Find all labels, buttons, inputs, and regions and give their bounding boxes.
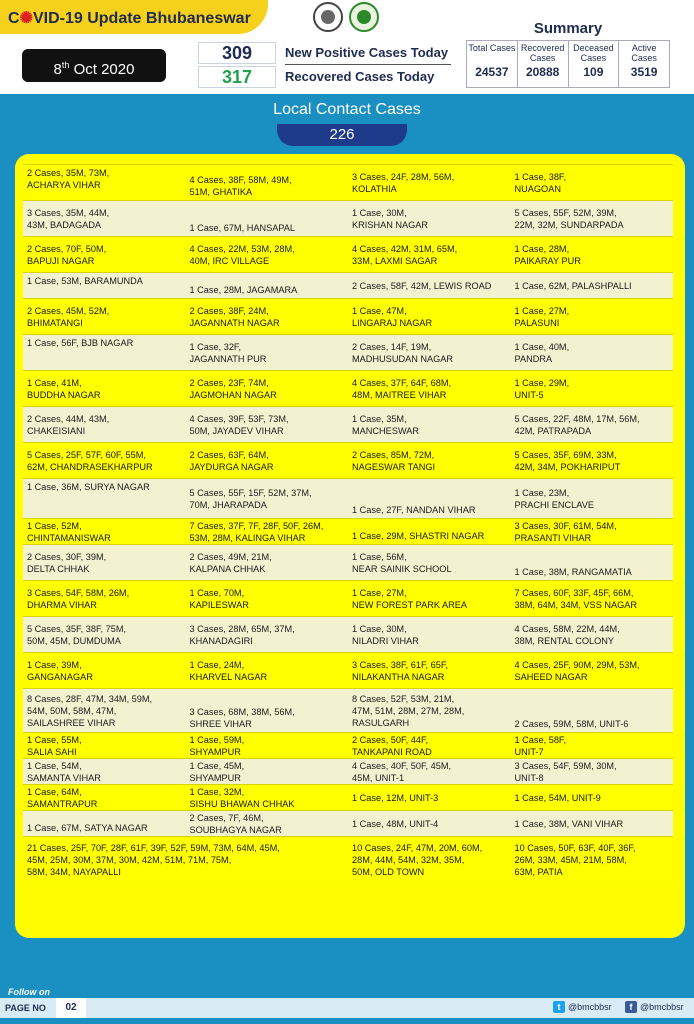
area-cell: 1 Case, 28M, JAGAMARA [189,285,298,295]
table-row [23,518,673,544]
area-cell: 5 Cases, 25F, 57F, 60F, 55M, 62M, CHANDRASEKHARPUR [27,449,153,472]
table-row [23,688,673,732]
area-cell: 3 Cases, 28M, 65M, 37M, KHANADAGIRI [189,623,295,646]
date-badge: 8th Oct 2020 [22,49,166,82]
divider [285,64,451,65]
area-cell: 5 Cases, 22F, 48M, 17M, 56M, 42M, PATRAPADA [514,413,640,436]
area-cell: 4 Cases, 58M, 22M, 44M, 38M, RENTAL COLONY [514,623,620,646]
table-row [23,200,673,236]
area-cell: 7 Cases, 37F, 7F, 28F, 50F, 26M, 53M, 28M, KALINGA VIHAR [189,520,324,543]
follow-on-label: Follow on [8,987,50,997]
table-row [23,164,673,200]
odisha-emblem-icon [313,2,343,32]
area-cell: 1 Case, 29M, UNIT-5 [514,377,570,400]
area-cell: 4 Cases, 22M, 53M, 28M, 40M, IRC VILLAGE [189,243,295,266]
area-cell: 1 Case, 67M, SATYA NAGAR [27,823,148,833]
recovered-count: 317 [198,66,276,88]
area-cell: 1 Case, 23M, PRACHI ENCLAVE [514,487,594,510]
area-cell: 2 Cases, 14F, 19M, MADHUSUDAN NAGAR [352,341,454,364]
area-cell: 1 Case, 48M, UNIT-4 [352,818,439,829]
area-cell: 1 Case, 38F, NUAGOAN [514,171,567,194]
table-row [23,236,673,272]
table-row [23,442,673,478]
area-cell: 1 Case, 54M, SAMANTA VIHAR [27,760,101,783]
area-cell: 2 Cases, 85M, 72M, NAGESWAR TANGI [352,449,436,472]
area-cell: 1 Case, 55M, SALIA SAHI [27,734,82,757]
area-cell: 5 Cases, 55F, 52M, 39M, 22M, 32M, SUNDARPADA [514,207,624,230]
area-cell: 1 Case, 12M, UNIT-3 [352,792,439,803]
area-cell: 1 Case, 52M, CHINTAMANISWAR [27,520,111,543]
virus-icon: ✺ [19,10,33,27]
cases-panel [15,154,685,938]
summary-title: Summary [533,20,603,37]
area-cell: 2 Cases, 44M, 43M, CHAKEISIANI [27,413,110,436]
area-cell: 2 Cases, 49M, 21M, KALPANA CHHAK [189,551,272,574]
area-cell: 1 Case, 27M, NEW FOREST PARK AREA [352,587,468,610]
area-cell: 1 Case, 45M, SHYAMPUR [189,760,245,783]
area-cell: 2 Cases, 7F, 46M, SOUBHAGYA NAGAR [189,812,282,835]
area-cell: 4 Cases, 39F, 53F, 73M, 50M, JAYADEV VIHAR [189,413,289,436]
area-cell: 1 Case, 38M, RANGAMATIA [514,567,632,577]
bmc-logo-icon [349,2,379,32]
area-cell: 7 Cases, 60F, 33F, 45F, 66M, 38M, 64M, 34M, VSS NAGAR [514,587,638,610]
page-number: 02 [56,998,86,1018]
area-cell: 10 Cases, 24F, 47M, 20M, 60M, 28M, 44M, 54M, 32M, 35M, 50M, OLD TOWN [352,842,483,877]
area-cell: 1 Case, 67M, HANSAPAL [189,223,296,233]
table-row [23,810,673,836]
table-row [23,406,673,442]
area-cell: 1 Case, 30M, NILADRI VIHAR [352,623,419,646]
area-cell: 1 Case, 28M, PAIKARAY PUR [514,243,581,266]
table-row [23,478,673,518]
area-cell: 4 Cases, 42M, 31M, 65M, 33M, LAXMI SAGAR [352,243,458,266]
summary-deceased: Deceased Cases 109 [569,41,620,87]
area-cell: 1 Case, 64M, SAMANTRAPUR [27,786,98,809]
area-cell: 8 Cases, 52F, 53M, 21M, 47M, 51M, 28M, 27M, 28M, RASULGARH [352,693,465,728]
area-cell: 5 Cases, 35F, 38F, 75M, 50M, 45M, DUMDUMA [27,623,127,646]
area-cell: 5 Cases, 35F, 69M, 33M, 42M, 34M, POKHARIPUT [514,449,621,472]
area-cell: 1 Case, 41M, BUDDHA NAGAR [27,377,101,400]
area-cell: 2 Cases, 63F, 64M, JAYDURGA NAGAR [189,449,274,472]
summary-total: Total Cases 24537 [467,41,518,87]
facebook-link[interactable]: f @bmcbbsr [625,1001,684,1013]
facebook-icon: f [625,1001,637,1013]
area-cell: 2 Cases, 23F, 74M, JAGMOHAN NAGAR [189,377,277,400]
area-cell: 2 Cases, 30F, 39M, DELTA CHHAK [27,551,107,574]
table-row [23,758,673,784]
area-cell: 8 Cases, 28F, 47M, 34M, 59M, 54M, 50M, 58M, 47M, SAILASHREE VIHAR [27,693,153,728]
table-row [23,272,673,298]
table-row [23,334,673,370]
area-cell: 4 Cases, 40F, 50F, 45M, 45M, UNIT-1 [352,760,452,783]
area-cell: 10 Cases, 50F, 63F, 40F, 36F, 26M, 33M, 45M, 21M, 58M, 63M, PATIA [514,842,636,877]
area-cell: 1 Case, 32M, SISHU BHAWAN CHHAK [189,786,295,809]
local-contact-title: Local Contact Cases [273,101,421,118]
area-cell: 1 Case, 27M, PALASUNI [514,305,570,328]
area-cell: 3 Cases, 35M, 44M, 43M, BADAGADA [27,207,110,230]
table-row [23,784,673,810]
area-cell: 1 Case, 30M, KRISHAN NAGAR [352,207,429,230]
area-cell: 1 Case, 62M, PALASHPALLI [514,280,632,291]
area-cell: 1 Case, 24M, KHARVEL NAGAR [189,659,268,682]
local-contact-count: 226 [277,124,407,146]
area-cell: 3 Cases, 54F, 58M, 26M, DHARMA VIHAR [27,587,130,610]
area-cell: 2 Cases, 58F, 42M, LEWIS ROAD [352,280,492,291]
area-cell: 1 Case, 47M, LINGARAJ NAGAR [352,305,433,328]
area-cell: 3 Cases, 30F, 61M, 54M, PRASANTI VIHAR [514,520,617,543]
area-cell: 1 Case, 29M, SHASTRI NAGAR [352,531,485,541]
area-cell: 3 Cases, 38F, 61F, 65F, NILAKANTHA NAGAR [352,659,449,682]
area-cell: 4 Cases, 37F, 64F, 68M, 48M, MAITREE VIHAR [352,377,452,400]
twitter-link[interactable]: t @bmcbbsr [553,1001,612,1013]
title-banner [0,0,268,34]
area-cell: 1 Case, 56F, BJB NAGAR [27,338,134,348]
area-cell: 4 Cases, 25F, 90M, 29M, 53M, SAHEED NAGAR [514,659,640,682]
table-row [23,544,673,580]
area-cell: 1 Case, 35M, MANCHESWAR [352,413,420,436]
twitter-icon: t [553,1001,565,1013]
page-label: PAGE NO [5,1003,46,1013]
area-cell: 2 Cases, 59M, 58M, UNIT-6 [514,719,629,729]
area-cell: 1 Case, 54M, UNIT-9 [514,792,601,803]
area-cell: 1 Case, 36M, SURYA NAGAR [27,482,150,492]
area-cell: 1 Case, 70M, KAPILESWAR [189,587,249,610]
table-row [23,580,673,616]
area-cell: 2 Cases, 50F, 44F, TANKAPANI ROAD [352,734,432,757]
summary-recovered: Recovered Cases 20888 [518,41,569,87]
area-cell: 1 Case, 32F, JAGANNATH PUR [189,341,267,364]
recovered-label: Recovered Cases Today [285,69,435,84]
area-cell: 1 Case, 40M, PANDRA [514,341,570,364]
table-row [23,732,673,758]
page-title: C✺VID-19 Update Bhubaneswar [8,10,251,27]
area-cell: 2 Cases, 70F, 50M, BAPUJI NAGAR [27,243,107,266]
area-cell: 1 Case, 53M, BARAMUNDA [27,276,143,286]
bottom-strip [0,1018,694,1024]
area-cell: 1 Case, 39M, GANGANAGAR [27,659,93,682]
summary-active: Active Cases 3519 [630,43,658,79]
area-cell: 2 Cases, 45M, 52M, BHIMATANGI [27,305,110,328]
area-cell: 4 Cases, 38F, 58M, 49M, 51M, GHATIKA [189,175,292,197]
cases-grid [23,164,673,882]
area-cell: 3 Cases, 68M, 38M, 56M, SHREE VIHAR [189,707,295,729]
area-cell: 1 Case, 58F, UNIT-7 [514,734,567,757]
area-cell: 3 Cases, 54F, 59M, 30M, UNIT-8 [514,760,617,783]
table-row [23,298,673,334]
area-cell: 1 Case, 38M, VANI VIHAR [514,818,624,829]
new-positive-count: 309 [198,42,276,64]
table-row [23,370,673,406]
summary-table [466,40,670,88]
header [0,0,694,94]
area-cell: 3 Cases, 24F, 28M, 56M, KOLATHIA [352,171,455,194]
area-cell: 2 Cases, 35M, 73M, ACHARYA VIHAR [27,168,110,190]
area-cell: 1 Case, 27F, NANDAN VIHAR [352,505,476,515]
area-cell: 1 Case, 59M, SHYAMPUR [189,734,245,757]
table-row [23,836,673,882]
area-cell: 2 Cases, 38F, 24M, JAGANNATH NAGAR [189,305,280,328]
table-row [23,652,673,688]
area-cell: 1 Case, 56M, NEAR SAINIK SCHOOL [352,551,452,574]
table-row [23,616,673,652]
area-cell: 21 Cases, 25F, 70F, 28F, 61F, 39F, 52F, 59M, 73M, 64M, 45M, 45M, 25M, 30M, 37M, 30M, 42M, 51M, 71M, 75M, 58M, 34M, NAYAPALLI [27,842,280,877]
area-cell: 5 Cases, 55F, 15F, 52M, 37M, 70M, JHARAPADA [189,487,312,510]
new-positive-label: New Positive Cases Today [285,45,449,60]
